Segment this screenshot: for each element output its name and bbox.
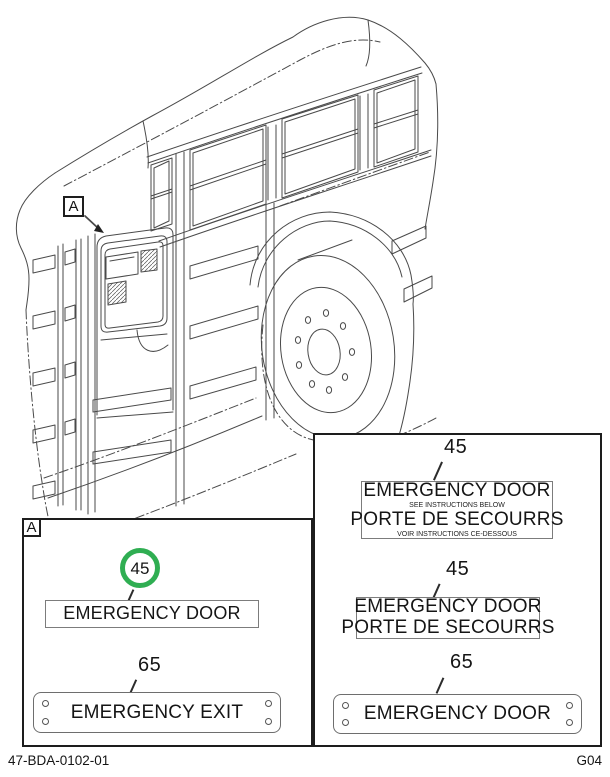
screw-hole: [42, 718, 49, 725]
screw-hole: [265, 718, 272, 725]
screw-hole: [265, 700, 272, 707]
decal-line: EMERGENCY DOOR: [354, 596, 542, 618]
highlighted-callout-45-ring: [120, 548, 160, 588]
decal-line: EMERGENCY DOOR: [63, 603, 241, 624]
plate-emergency-door: [333, 694, 582, 734]
callout-45-instruction-decal: 45: [444, 436, 468, 458]
callout-65-door-plate: 65: [450, 651, 474, 673]
view-a-tab-label: A: [26, 519, 37, 536]
decal-line: VOIR INSTRUCTIONS CE-DESSOUS: [397, 530, 517, 538]
decal-line: EMERGENCY DOOR: [363, 480, 551, 502]
page-code: G04: [576, 753, 602, 768]
decal-emergency-door: [45, 600, 259, 628]
drawing-number: 47-BDA-0102-01: [8, 753, 110, 768]
callout-45-bilingual-decal: 45: [446, 558, 470, 580]
leader-line: [436, 677, 444, 693]
screw-hole: [342, 702, 349, 709]
callout-65-exit-plate: 65: [138, 654, 162, 676]
decal-panel-view-a: [22, 518, 313, 747]
screw-hole: [566, 719, 573, 726]
decal-line: PORTE DE SECOURRS: [350, 509, 564, 530]
callout-45-highlighted: 45: [130, 558, 150, 578]
screw-hole: [342, 719, 349, 726]
plate-emergency-exit: [33, 692, 281, 733]
decal-line: PORTE DE SECOURRS: [341, 617, 555, 638]
plate-text: EMERGENCY DOOR: [363, 703, 552, 724]
decal-line: SEE INSTRUCTIONS BELOW: [409, 501, 505, 509]
decal-emergency-door-instructions: [350, 480, 564, 539]
leader-line: [433, 462, 443, 481]
detail-marker-a: [63, 196, 84, 217]
detail-marker-a-label: A: [68, 198, 79, 215]
decal-emergency-door-bilingual: [341, 596, 555, 639]
view-a-tab: [22, 518, 41, 537]
plate-text: EMERGENCY EXIT: [70, 701, 244, 723]
decal-panel-right: [313, 433, 602, 747]
screw-hole: [42, 700, 49, 707]
screw-hole: [566, 702, 573, 709]
